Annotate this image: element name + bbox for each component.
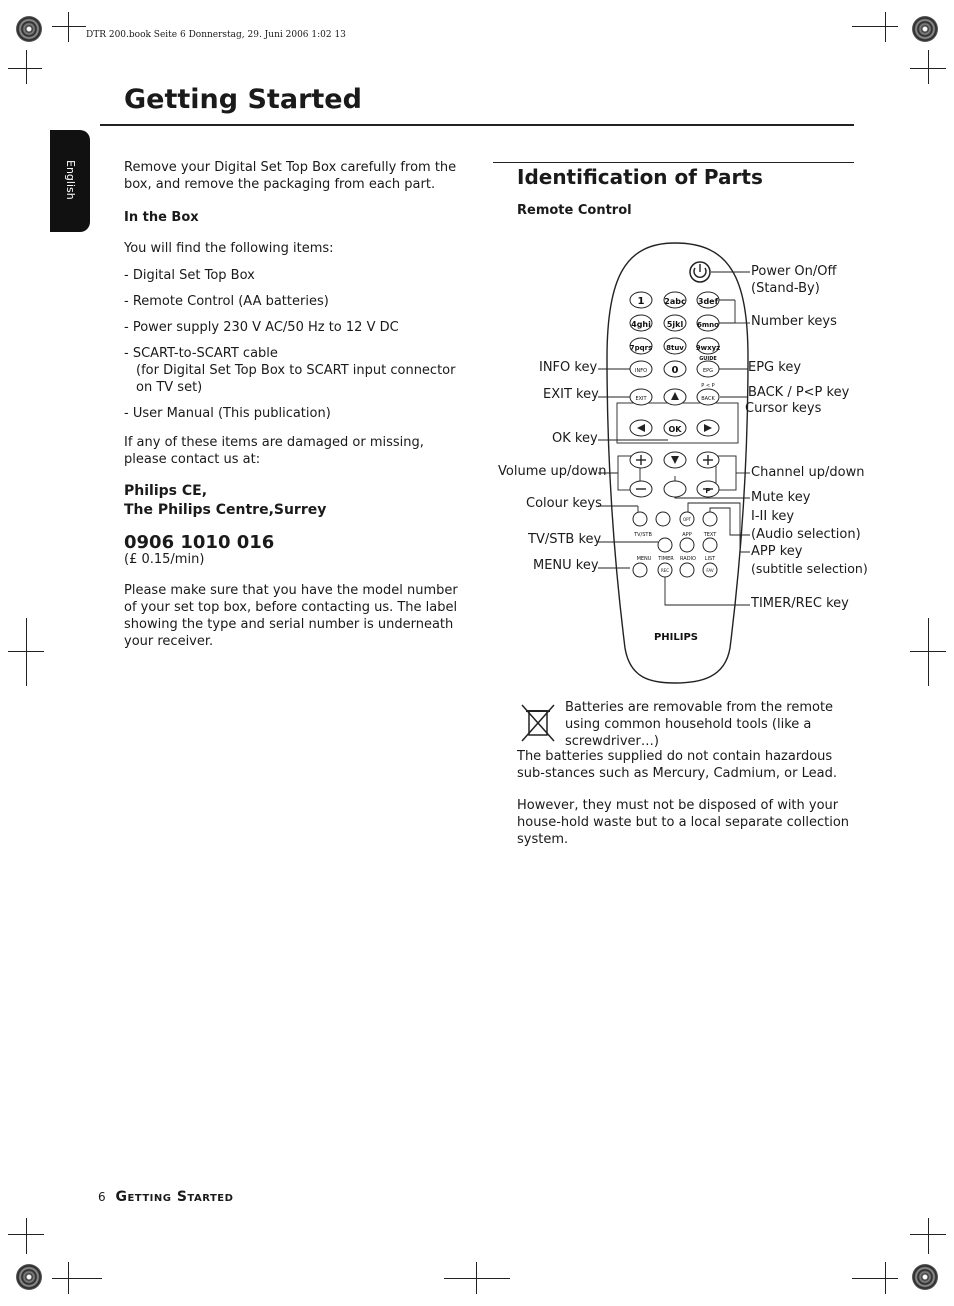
damaged-text-2: please contact us at: [124, 452, 261, 467]
color-target-icon [16, 16, 42, 42]
footer-section-name: Getting Started [115, 1189, 234, 1205]
damaged-text-1: If any of these items are damaged or missing, [124, 435, 424, 450]
label-info-key: INFO key [539, 360, 598, 375]
label-channel: Channel up/down [751, 465, 865, 480]
tvstb-label: TV/STB [634, 532, 652, 538]
print-header: DTR 200.book Seite 6 Donnerstag, 29. Juni 2006 1:02 13 [86, 30, 346, 40]
guide-label: GUIDE [699, 356, 717, 362]
label-mute-key: Mute key [751, 490, 811, 505]
menu-label: MENU [636, 556, 652, 562]
p-label: P [705, 487, 711, 495]
section-rule [493, 162, 854, 163]
remote-control-illustration [490, 238, 790, 688]
disposal-note: However, they must not be disposed of with your house-hold waste but to a local separate collection system. [517, 798, 850, 847]
label-back-key: BACK / P<P key [748, 385, 850, 400]
key-8: 8tuv [666, 344, 684, 352]
radio-label: RADIO [680, 556, 696, 562]
rec-label: REC [660, 568, 670, 573]
timer-label: TIMER [658, 556, 674, 562]
label-tvstb-key: TV/STB key [528, 532, 602, 547]
model-number-note: Please make sure that you have the model number of your set top box, before contacting us. The label showing the type and serial number is underneath your receiver. [124, 583, 458, 649]
call-rate: (£ 0.15/min) [124, 552, 205, 567]
color-target-icon [912, 1264, 938, 1290]
key-5: 5jkl [666, 320, 684, 329]
label-cursor-keys: Cursor keys [745, 401, 822, 416]
battery-removal-note: Batteries are removable from the remote using common household tools (like a screwdriver…) [565, 700, 834, 749]
list-item: - Remote Control (AA batteries) [124, 294, 329, 309]
section-title: Identification of Parts [517, 165, 763, 189]
label-power: Power On/Off [751, 264, 837, 279]
page-number: 6 [98, 1190, 106, 1204]
phone-number: 0906 1010 016 [124, 532, 275, 553]
list-item: - SCART-to-SCART cable [124, 346, 278, 361]
list-item: - Power supply 230 V AC/50 Hz to 12 V DC [124, 320, 399, 335]
label-audio-selection: (Audio selection) [751, 527, 861, 542]
remote-control-heading: Remote Control [517, 203, 632, 218]
label-colour-keys: Colour keys [526, 496, 602, 511]
key-3: 3def [697, 297, 719, 306]
key-4: 4ghi [631, 320, 651, 329]
label-app-key: APP key [751, 544, 803, 559]
app-label: APP [682, 532, 692, 538]
hazard-note: The batteries supplied do not contain hazardous sub-stances such as Mercury, Cadmium, or Lead. [517, 749, 837, 781]
fav-label: FAV [706, 568, 714, 573]
label-epg-key: EPG key [748, 360, 802, 375]
page-footer [98, 1189, 233, 1205]
label-number-keys: Number keys [751, 314, 837, 329]
info-button-label: INFO [634, 368, 648, 374]
pp-label: P < P [701, 383, 715, 389]
crossed-bin-icon [520, 703, 556, 743]
page-title: Getting Started [124, 84, 362, 115]
label-subtitle-selection: (subtitle selection) [751, 561, 868, 576]
language-tab-label: English [64, 160, 77, 200]
intro-text: Remove your Digital Set Top Box carefully from the box, and remove the packaging from each part. [124, 160, 457, 192]
label-volume: Volume up/down [498, 464, 607, 479]
label-timer-rec-key: TIMER/REC key [751, 596, 849, 611]
key-1: 1 [637, 296, 645, 307]
list-item: - User Manual (This publication) [124, 406, 331, 421]
key-9: 9wxyz [695, 344, 721, 352]
list-item: - Digital Set Top Box [124, 268, 255, 283]
ok-button-label: OK [668, 425, 682, 434]
key-6: 6mno [697, 321, 719, 329]
label-menu-key: MENU key [533, 558, 599, 573]
left-column [124, 159, 464, 650]
in-the-box-heading: In the Box [124, 210, 199, 225]
opt-label: OPT [682, 517, 692, 522]
label-standby: (Stand-By) [751, 281, 820, 296]
exit-button-label: EXIT [635, 396, 647, 402]
key-7: 7pqrs [629, 344, 653, 352]
color-target-icon [16, 1264, 42, 1290]
color-target-icon [912, 16, 938, 42]
key-0: 0 [671, 365, 679, 376]
items-intro: You will find the following items: [124, 241, 334, 256]
label-exit-key: EXIT key [543, 387, 599, 402]
key-2: 2abc [664, 297, 686, 306]
epg-button-label: EPG [702, 368, 714, 374]
label-ok-key: OK key [552, 431, 598, 446]
text-label: TEXT [703, 532, 717, 538]
list-label: LIST [704, 556, 716, 562]
list-item-note: (for Digital Set Top Box to SCART input connector on TV set) [136, 363, 456, 395]
label-audio-key: I-II key [751, 509, 795, 524]
company-name: Philips CE, [124, 483, 208, 499]
language-tab [50, 130, 90, 232]
company-location: The Philips Centre,Surrey [124, 502, 327, 518]
box-items-list [124, 267, 464, 422]
title-rule [100, 124, 854, 126]
back-button-label: BACK [701, 396, 715, 402]
brand-logo: PHILIPS [653, 632, 699, 643]
